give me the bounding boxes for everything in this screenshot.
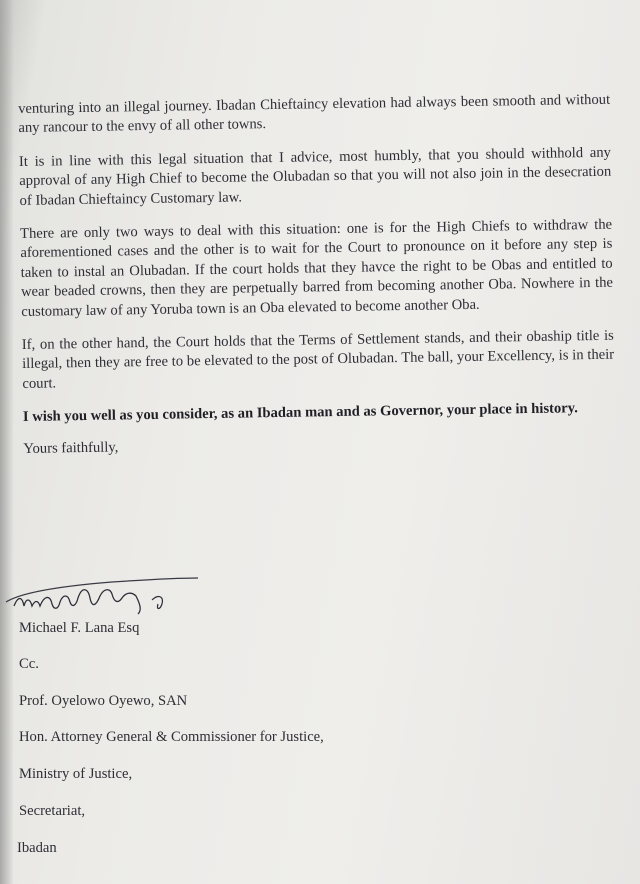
page-shadow <box>0 0 14 884</box>
paragraph-1: venturing into an illegal journey. Ibadan Chieftaincy elevation had always been smooth and without any rancour to the envy of all other towns. <box>18 91 611 137</box>
paragraph-2: It is in line with this legal situation that I advice, most humbly, that you should withhold any approval of any High Chief to become the Olubadan so that you will not also join in the desecration of Ibadan Chieftaincy Customary law. <box>18 144 612 209</box>
salutation: Yours faithfully, <box>23 439 119 457</box>
paragraph-4: If, on the other hand, the Court holds that the Terms of Settlement stands, and their obaship title is illegal, then they are free to be elevated to the post of Olubadan. The ball, your Excellency, is in their court. <box>21 327 615 392</box>
cc-line-5: Ibadan <box>17 840 57 856</box>
cc-label: Cc. <box>19 656 39 672</box>
signatory-name: Michael F. Lana Esq <box>19 620 140 636</box>
cc-line-2: Hon. Attorney General & Commissioner for Justice, <box>19 729 324 745</box>
cc-line-4: Secretariat, <box>19 803 86 819</box>
signature-image <box>2 572 202 622</box>
cc-line-3: Ministry of Justice, <box>19 766 133 782</box>
cc-line-1: Prof. Oyelowo Oyewo, SAN <box>19 693 188 709</box>
letter-body <box>18 91 616 473</box>
closing-statement: I wish you well as you consider, as an Ibadan man and as Governor, your place in history. <box>22 400 578 426</box>
paragraph-3: There are only two ways to deal with this situation: one is for the High Chiefs to withdraw the aforementioned cases and the other is to wait for the Court to pronounce on it before any step is taken to instal an Olubadan. If the court holds that they havce the right to be Obas and entitled to wear beaded crowns, then they are perpetually barred from becoming another Oba. Nowhere in the customary law of any Yoruba town is an Oba elevated to become another Oba. <box>19 216 614 320</box>
